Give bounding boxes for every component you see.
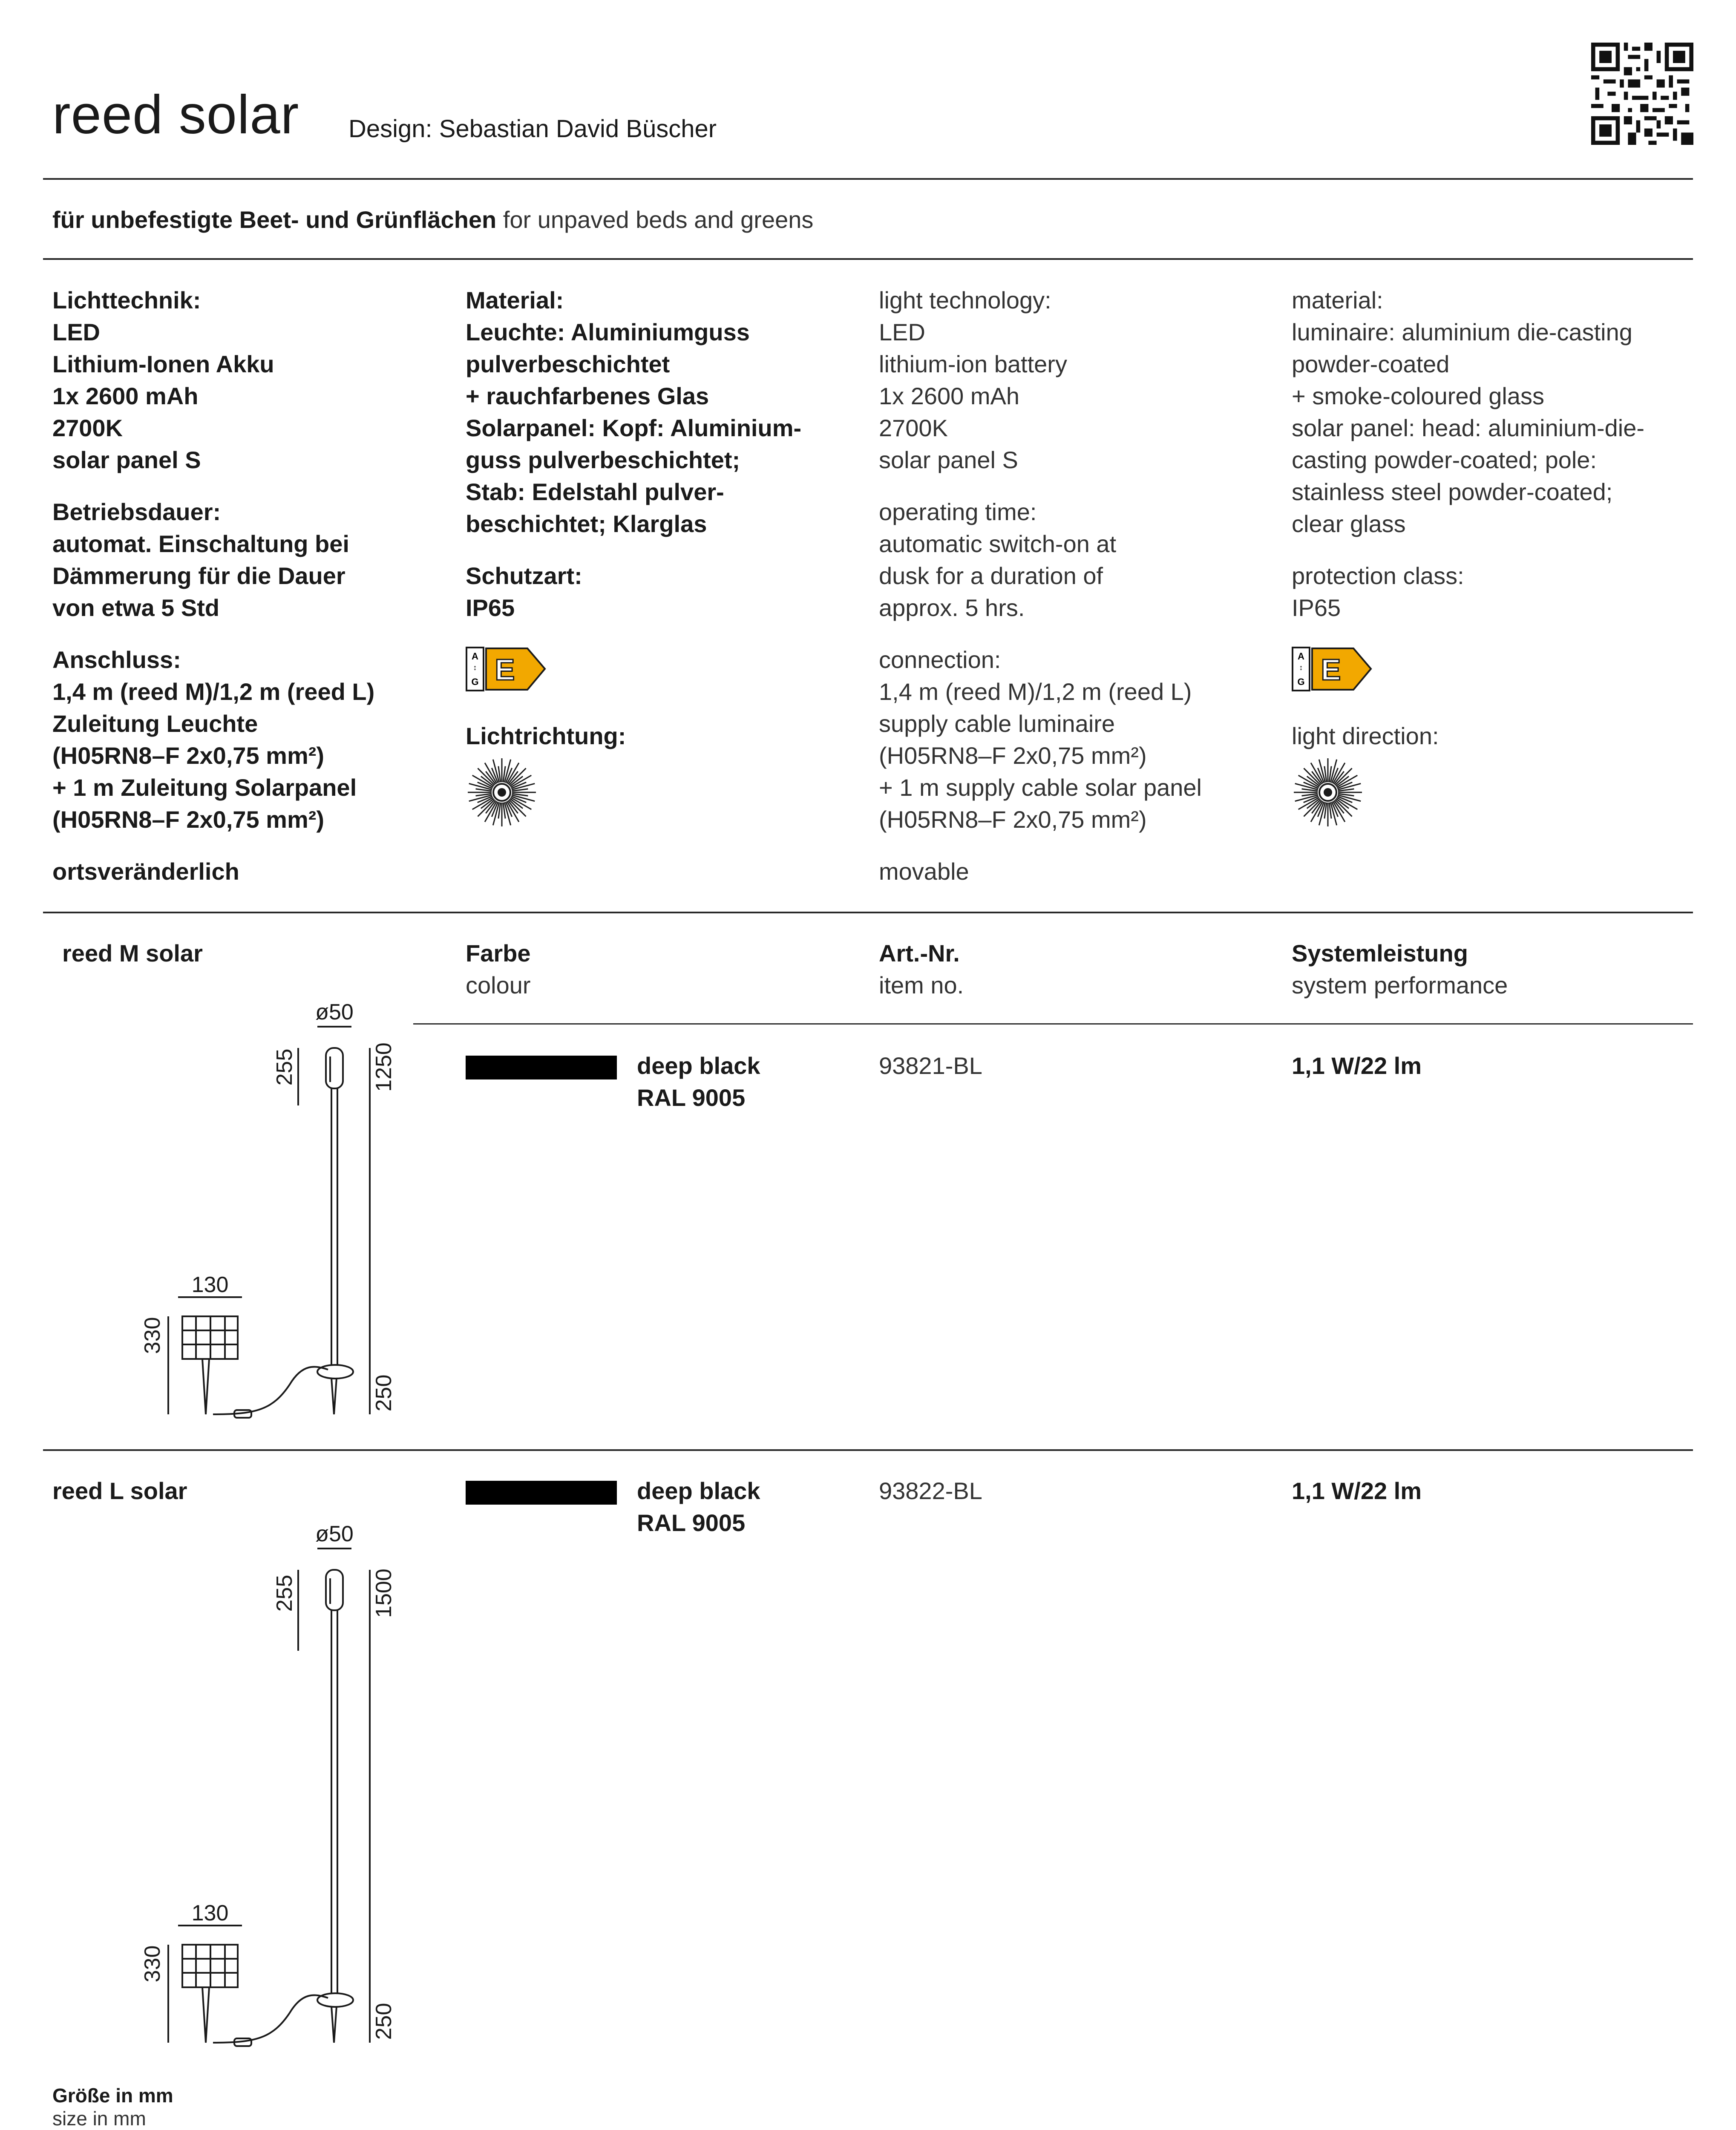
spec-line: (H05RN8–F 2x0,75 mm²) <box>52 806 325 833</box>
spec-line: solar panel S <box>52 446 201 473</box>
specs-rule <box>43 912 1693 913</box>
item-number: 93821-BL <box>879 1052 982 1079</box>
dim-spike: 250 <box>371 2003 396 2040</box>
colour-cell <box>637 1475 760 1539</box>
spec-line: luminaire: aluminium die-casting <box>1292 319 1632 345</box>
operating-label: operating time: <box>879 498 1037 525</box>
perf-header-de: Systemleistung <box>1292 940 1468 967</box>
spec-line: + 1 m supply cable solar panel <box>879 774 1202 801</box>
light-direction-label: light direction: <box>1292 722 1439 749</box>
dim-total: 1250 <box>371 1042 396 1092</box>
energy-scale-bottom: G <box>471 676 479 687</box>
dim-head: 255 <box>272 1574 297 1612</box>
spec-column-en-left <box>879 284 1202 887</box>
light-direction-label: Lichtrichtung: <box>466 722 626 749</box>
perf-header <box>1292 937 1508 1001</box>
spec-line: Lithium-Ionen Akku <box>52 351 274 377</box>
spec-line: 2700K <box>879 414 948 441</box>
header-rule <box>43 178 1693 180</box>
colour-swatch <box>466 1056 617 1079</box>
spec-line: (H05RN8–F 2x0,75 mm²) <box>879 806 1147 833</box>
item-header <box>879 937 964 1001</box>
spec-line: + smoke-coloured glass <box>1292 383 1544 409</box>
spec-line: pulverbeschichtet <box>466 351 670 377</box>
dim-spike: 250 <box>371 1374 396 1412</box>
spec-line: Dämmerung für die Dauer <box>52 562 345 589</box>
dim-panel-width: 130 <box>191 1901 229 1926</box>
subtitle-de: für unbefestigte Beet- und Grünflächen <box>52 206 497 233</box>
spec-line: approx. 5 hrs. <box>879 594 1025 621</box>
spec-line: Zuleitung Leuchte <box>52 710 258 737</box>
spec-column-de-left <box>52 284 374 887</box>
material-label: material: <box>1292 287 1383 314</box>
spec-line: supply cable luminaire <box>879 710 1115 737</box>
operating-label: Betriebsdauer: <box>52 498 221 525</box>
connection-label: connection: <box>879 646 1001 673</box>
dim-panel-height: 330 <box>140 1945 165 1983</box>
spec-line: LED <box>52 319 100 345</box>
mobility-label: ortsveränderlich <box>52 858 239 885</box>
protection-label: Schutzart: <box>466 562 582 589</box>
spec-line: powder-coated <box>1292 351 1450 377</box>
item-header-en: item no. <box>879 972 964 999</box>
light-tech-label: light technology: <box>879 287 1051 314</box>
dimension-drawing-l <box>128 1510 426 2051</box>
spec-line: stainless steel powder-coated; <box>1292 478 1613 505</box>
designer-credit: Design: Sebastian David Büscher <box>348 115 717 143</box>
subtitle-rule <box>43 258 1693 260</box>
light-direction-icon <box>466 756 538 829</box>
spec-line: casting powder-coated; pole: <box>1292 446 1597 473</box>
colour-name: deep black <box>637 1477 760 1504</box>
light-direction-icon <box>1292 756 1364 829</box>
colour-name: deep black <box>637 1052 760 1079</box>
spec-line: automat. Einschaltung bei <box>52 530 349 557</box>
colour-cell <box>637 1050 760 1114</box>
colour-header <box>466 937 531 1001</box>
spec-line: Leuchte: Aluminiumguss <box>466 319 750 345</box>
energy-scale-top: A <box>472 651 478 662</box>
material-label: Material: <box>466 287 564 314</box>
qr-code[interactable] <box>1591 43 1693 145</box>
size-note-en: size in mm <box>52 2107 146 2130</box>
spec-line: 1,4 m (reed M)/1,2 m (reed L) <box>879 678 1192 705</box>
dim-panel-height: 330 <box>140 1317 165 1354</box>
protection-value: IP65 <box>466 594 515 621</box>
size-note <box>52 2084 173 2130</box>
mobility-label: movable <box>879 858 969 885</box>
dim-diameter: ø50 <box>315 1000 354 1025</box>
spec-line: LED <box>879 319 925 345</box>
spec-line: clear glass <box>1292 510 1406 537</box>
spec-line: 1x 2600 mAh <box>52 383 199 409</box>
system-performance: 1,1 W/22 lm <box>1292 1477 1422 1504</box>
spec-line: 1x 2600 mAh <box>879 383 1019 409</box>
spec-line: automatic switch-on at <box>879 530 1117 557</box>
svg-text:↕: ↕ <box>1299 663 1303 672</box>
perf-header-en: system performance <box>1292 972 1508 999</box>
item-header-de: Art.-Nr. <box>879 940 960 967</box>
system-performance: 1,1 W/22 lm <box>1292 1052 1422 1079</box>
spec-line: lithium-ion battery <box>879 351 1067 377</box>
spec-line: guss pulverbeschichtet; <box>466 446 740 473</box>
subtitle-en: for unpaved beds and greens <box>503 206 814 233</box>
energy-scale-top: A <box>1298 651 1304 662</box>
svg-text:↕: ↕ <box>473 663 477 672</box>
protection-label: protection class: <box>1292 562 1464 589</box>
spec-line: (H05RN8–F 2x0,75 mm²) <box>52 742 325 769</box>
protection-value: IP65 <box>1292 594 1341 621</box>
product-name-m: reed M solar <box>62 940 203 967</box>
item-number: 93822-BL <box>879 1477 982 1504</box>
spec-line: (H05RN8–F 2x0,75 mm²) <box>879 742 1147 769</box>
spec-line: dusk for a duration of <box>879 562 1103 589</box>
spec-line: solar panel: head: aluminium-die- <box>1292 414 1644 441</box>
spec-line: + 1 m Zuleitung Solarpanel <box>52 774 357 801</box>
spec-line: + rauchfarbenes Glas <box>466 383 709 409</box>
spec-line: 2700K <box>52 414 123 441</box>
energy-class: E <box>495 653 515 686</box>
colour-swatch <box>466 1481 617 1505</box>
energy-label-icon <box>466 647 547 691</box>
spec-line: solar panel S <box>879 446 1018 473</box>
dim-total: 1500 <box>371 1569 396 1618</box>
dim-panel-width: 130 <box>191 1272 229 1297</box>
product-name-l: reed L solar <box>52 1477 187 1504</box>
size-note-de: Größe in mm <box>52 2084 173 2107</box>
row-m-rule <box>43 1449 1693 1451</box>
connection-label: Anschluss: <box>52 646 181 673</box>
spec-line: beschichtet; Klarglas <box>466 510 707 537</box>
colour-header-en: colour <box>466 972 531 999</box>
energy-label-icon <box>1292 647 1373 691</box>
light-tech-label: Lichttechnik: <box>52 287 201 314</box>
spec-line: Stab: Edelstahl pulver- <box>466 478 724 505</box>
spec-column-de-right <box>466 284 801 624</box>
colour-ral: RAL 9005 <box>637 1084 746 1111</box>
dim-head: 255 <box>272 1048 297 1086</box>
table-header-rule <box>413 1023 1693 1025</box>
energy-class: E <box>1321 653 1341 686</box>
spec-line: 1,4 m (reed M)/1,2 m (reed L) <box>52 678 375 705</box>
spec-line: Solarpanel: Kopf: Aluminium- <box>466 414 802 441</box>
energy-scale-bottom: G <box>1297 676 1305 687</box>
product-title: reed solar <box>52 84 299 145</box>
colour-ral: RAL 9005 <box>637 1509 746 1536</box>
dim-diameter: ø50 <box>315 1522 354 1546</box>
subtitle-line <box>52 204 813 236</box>
dimension-drawing-m <box>128 988 426 1423</box>
spec-column-en-right <box>1292 284 1644 624</box>
spec-line: von etwa 5 Std <box>52 594 220 621</box>
colour-header-de: Farbe <box>466 940 531 967</box>
